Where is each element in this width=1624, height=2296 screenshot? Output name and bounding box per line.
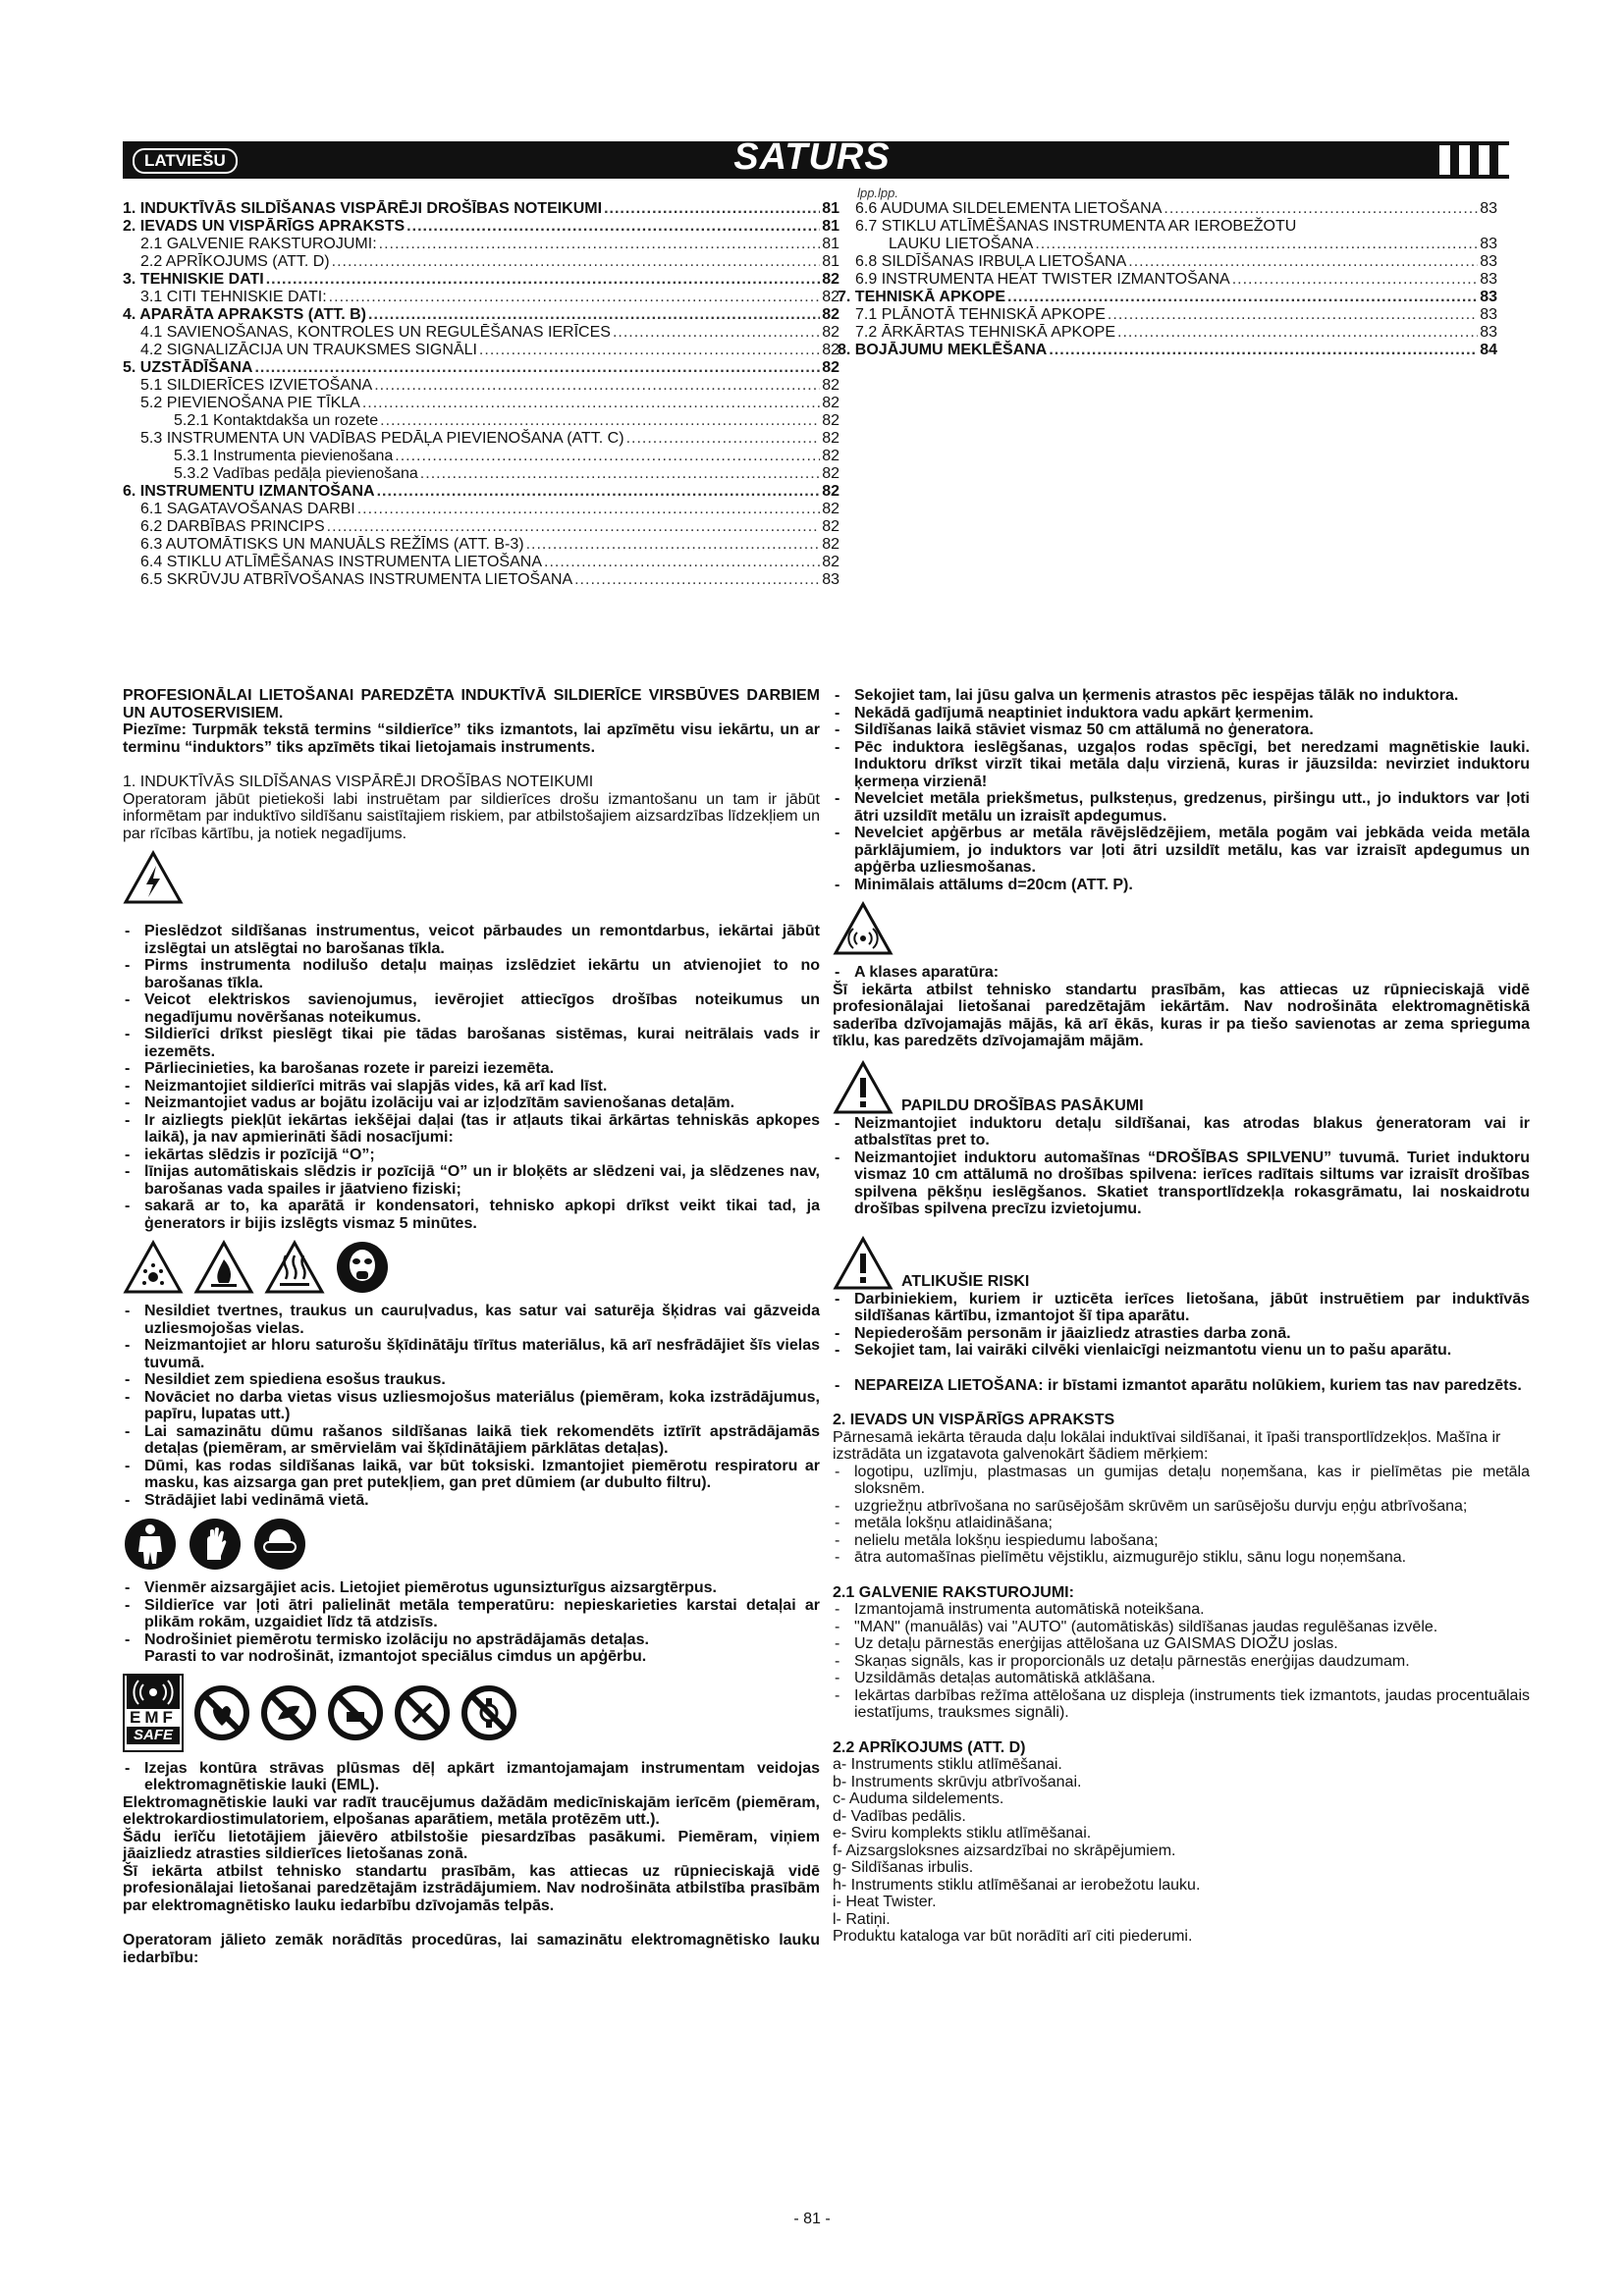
feature-item: - Iekārtas darbības režīma attēlošana uz displeja (instruments tiek izmantots, jaudas procentuālais iestatījums, trauksmes signāli). [833,1687,1530,1722]
purpose-item: - metāla lokšņu atlaidināšana; [833,1515,1530,1532]
toc-entry-title: 2.1 GALVENIE RAKSTUROJUMI: [140,236,377,252]
toc-leader-dots [1232,271,1479,289]
toc-entry-page: 82 [822,342,839,358]
toc-entry-page: 83 [822,571,839,588]
toc-entry-page: 82 [822,412,839,429]
toc-entry-title: 2. IEVADS UN VISPĀRĪGS APRAKSTS [123,218,406,235]
extra-measure-item: - Neizmantojiet induktoru detaļu sildīšanai, kas atrodas blakus ģeneratoram vai ir atbalstītas pret to. [833,1115,1530,1149]
toc-leader-dots [1007,289,1478,306]
safety-item: - Pēc induktora ieslēgšanas, uzgaļos rodas spēcīgi, bet neredzami magnētiskie lauki. Induktoru drīkst virzīt tikai metāla daļu virzienā, kuras ir jāuzsilda: nevirziet induktoru ķermeņa virzienā! [833,739,1530,791]
toc-entry [123,501,839,518]
safety-item: - Minimālais attālums d=20cm (ATT. P). [833,877,1530,894]
equipment-item: e- Sviru komplekts stiklu atlīmēšanai. [833,1825,1092,1842]
toc-leader-dots [266,271,820,289]
purpose-item: - nelielu metāla lokšņu iespiedumu labošana; [833,1532,1530,1550]
intro-note: Piezīme: Turpmāk tekstā termins “sildierīce” tiks izmantots, lai apzīmētu visu iekārtu, un ar terminu “induktors” tiks apzīmēts tikai lietojamais instruments. [123,721,820,756]
safety-item: - Nevelciet apģērbus ar metāla rāvējslēdzējiem, metāla pogām vai jebkāda veida metāla pārklājumiem, jo induktors var ļoti ātri uzsildīt metālu, kas var izraisīt apdegumus un apģērba uzliesmošanas. [833,825,1530,877]
safe-label: SAFE [127,1727,180,1744]
toc-entry-page: 81 [822,200,839,217]
toc-left-column [123,186,898,589]
toc-leader-dots [379,236,821,253]
toc-entry [123,218,839,236]
no-watch-icon [460,1684,517,1741]
toc-entry-page: 82 [822,271,839,288]
extra-measures-list [833,1115,1530,1218]
respirator-mask-icon [335,1240,390,1295]
right-column [833,687,1530,1946]
safety-item: - Sekojiet tam, lai jūsu galva un ķermenis atrastos pēc iespējas tālāk no induktora. [833,687,1530,705]
toc-entry [838,342,1497,359]
gloves-note: Parasti to var nodrošināt, izmantojot speciālus cimdus un apģērbu. [144,1648,647,1665]
safety-item: - Nevelciet metāla priekšmetus, pulksteņus, gredzenus, piršingu utt., jo induktors var ļoti ātri uzsildīt metālu un izraisīt apdegumus. [833,790,1530,825]
equipment-item: a- Instruments stiklu atlīmēšanai. [833,1756,1062,1773]
hazard-icons [123,1240,820,1295]
safety-item: - Sildierīci drīkst pieslēgt tikai pie tādas barošanas sistēmas, kurai neitrālais vads ir iezemēts. [123,1026,820,1060]
protective-suit-icon [123,1517,178,1572]
emf-warning-icons [833,901,1530,956]
toc-leader-dots [479,342,820,359]
toc-entry-page: 82 [822,554,839,570]
toc-leader-dots [406,218,820,236]
toc-entry-title: 5. UZSTĀDĪŠANA [123,359,253,376]
prohibition-icons [123,1674,820,1752]
electric-shock-warning-icon [123,850,184,905]
misuse-item: - NEPAREIZA LIETOŠANA: ir bīstami izmantot aparātu nolūkiem, kuriem tas nav paredzēts. [833,1377,1530,1395]
safety-item: - Strādājiet labi vedināmā vietā. [123,1492,820,1510]
toc-entry-title: 1. INDUKTĪVĀS SILDĪŠANAS VISPĀRĒJI DROŠĪBAS NOTEIKUMI [123,200,603,217]
section-2-2-note: Produktu kataloga var būt norādīti arī citi piederumi. [833,1928,1193,1945]
safety-item: - līnijas automātiskais slēdzis ir pozīcijā “O” un ir bloķēts ar slēdzeni vai, ja slēdzenes nav, barošanas vada spailes ir jāatvieno fiziski; [123,1163,820,1198]
safety-item: - iekārtas slēdzis ir pozīcijā “O”; [123,1147,820,1164]
safety-item: - Nodrošiniet piemērotu termisko izolāciju no apstrādājamās detaļas. [123,1631,820,1649]
toc-leader-dots [574,571,820,589]
purpose-item: - ātra automašīnas pielīmētu vējstiklu, aizmugurējo stiklu, sānu logu noņemšana. [833,1549,1530,1567]
safety-item: - Nesildiet tvertnes, traukus un cauruļvadus, kas satur vai saturēja šķidras vai gāzveida uzliesmojošas vielas. [123,1303,820,1337]
toc-entry [838,306,1497,324]
toc-entry [123,536,839,554]
equipment-item: l- Ratiņi. [833,1910,891,1928]
toc-entry [123,271,839,289]
purpose-item: - logotipu, uzlīmju, plastmasas un gumijas detaļu noņemšana, kas ir pielīmētas pie metāla sloksnēm. [833,1464,1530,1498]
no-tools-icon [394,1684,451,1741]
section-2-2-list [833,1756,1530,1928]
safety-item: - Pārliecinieties, ka barošanas rozete ir pareizi iezemēta. [123,1060,820,1078]
feature-item: - Uzsildāmās detaļas automātiskā atklāšana. [833,1670,1530,1687]
page-number: - 81 - [793,2211,831,2227]
general-warning-icon [833,1060,893,1115]
toc-entry-page: 83 [1480,289,1497,305]
safety-item: - Neizmantojiet sildierīci mitrās vai slapjās vides, kā arī kad līst. [123,1078,820,1095]
toc-entry [123,289,839,306]
toc-entry [123,200,839,218]
toc-entry-title: 4. APARĀTA APRAKSTS (ATT. B) [123,306,366,323]
equipment-item: f- Aizsargsloksnes aizsardzībai no skrāpējumiem. [833,1842,1176,1859]
class-a-text: Šī iekārta atbilst tehnisko standartu prasībām, kas attiecas uz rūpnieciskajā vidē profesionālajai lietošanai paredzētajām iekārtām. Nav nodrošināta elektromagnētiskā saderība dzīvojamajās mājās, kā arī ēkās, kuras ir pa tiešo savienotas ar zema sprieguma tīklu, kas paredzēts dzīvojamajām mājām. [833,981,1530,1049]
toc-entry-page: 83 [1480,236,1497,252]
toc-entry-page: 81 [822,236,839,252]
safety-item: - Novāciet no darba vietas visus uzliesmojošus materiālus (piemēram, koka izstrādājumus, papīru, lupatas utt.) [123,1389,820,1423]
toc-entry-title: 5.3.1 Instrumenta pievienošana [174,448,394,464]
section-1-text: Operatoram jābūt pietiekoši labi instruētam par sildierīces drošu izmantošanu un tam ir jābūt informētam par induktīvo sildīšanu saistītajiem riskiem, par atbilstošajiem aizsardzības līdzekļiem un par rīcības kārtību, ja notiek negadījums. [123,790,820,842]
safety-item: - sakarā ar to, ka aparātā ir kondensatori, tehnisko apkopi drīkst veikt tikai tad, ja ģenerators ir bijis izslēgts vismaz 5 minūtes. [123,1198,820,1232]
extra-measure-item: - Neizmantojiet induktoru automašīnas “DROŠĪBAS SPILVENU” tuvumā. Turiet induktoru vismaz 10 cm attālumā no drošības spilvena: ierīces radītais siltums var izraisīt drošības spilvena pēkšņu ieslēgšanos. Skatiet transportlīdzekļa rokasgrāmatu, lai noskaidrotu drošības spilvena precīzu izvietojumu. [833,1149,1530,1218]
toc-entry-page: 84 [1480,342,1497,358]
toc-entry [838,200,1497,218]
feature-item: - Uz detaļu pārnestās enerģijas attēlošana uz GAISMAS DIOŽU joslas. [833,1635,1530,1653]
toc-entry [123,359,839,377]
toc-entry [123,377,839,395]
toc-entry [838,253,1497,271]
toc-entry-title: 6.8 SILDĪŠANAS IRBUĻA LIETOŠANA [855,253,1127,270]
toc-entry [838,324,1497,342]
emf-text-2: Elektromagnētiskie lauki var radīt traucējumus dažādām medicīniskajām ierīcēm (piemēram, elektrokardiostimulatoriem, elpošanas aparātiem, metāla protēzēm utt.). [123,1793,820,1828]
no-pacemaker-icon [193,1684,250,1741]
feature-item: - Izmantojamā instrumenta automātiskā noteikšana. [833,1601,1530,1619]
toc-leader-dots [368,306,820,324]
equipment-item: g- Sildīšanas irbulis. [833,1859,974,1876]
safety-item: - Pirms instrumenta nodilušo detaļu maiņas izslēdziet iekārtu un atvienojiet to no barošanas tīkla. [123,957,820,991]
toc-entry-title: 8. BOJĀJUMU MEKLĒŠANA [838,342,1048,358]
safety-item: - Pieslēdzot sildīšanas instrumentus, veicot pārbaudes un remontdarbus, iekārtai jābūt izslēgtai un atslēgtai no barošanas tīkla. [123,923,820,957]
equipment-item: c- Auduma sildelements. [833,1790,1004,1807]
toc-entry-page: 83 [1480,324,1497,341]
toc-entry-title: 6.7 STIKLU ATLĪMĒŠANAS INSTRUMENTA AR IEROBEŽOTU [855,218,1297,235]
section-2-text: Pārnesamā iekārta tērauda daļu lokālai induktīvai sildīšanai, it īpaši transportlīdzekļos. Mašīna ir izstrādāta un izgatavota galvenokārt šādiem mērķiem: [833,1428,1501,1463]
toc-entry [123,253,839,271]
toc-entry-title: 4.2 SIGNALIZĀCIJA UN TRAUKSMES SIGNĀLI [140,342,477,358]
toc-entry [123,236,839,253]
toc-leader-dots [1164,200,1478,218]
electric-warning-icons [123,850,820,905]
toc-entry-title: 5.1 SILDIERĪCES IZVIETOŠANA [140,377,373,394]
residual-risks-list [833,1291,1530,1360]
emf-label: EMF [130,1707,177,1727]
toc-entry-page: 82 [822,359,839,376]
toc-entry [123,412,839,430]
toc-entry-page: 83 [1480,271,1497,288]
section-2-1-list [833,1601,1530,1722]
toc-entry [123,465,839,483]
toc-entry-title: 7.1 PLĀNOTĀ TEHNISKĀ APKOPE [855,306,1106,323]
toc-leader-dots [1049,342,1478,359]
toc-entry-title: 5.3.2 Vadības pedāļa pievienošana [174,465,418,482]
toc-right-column [838,200,1497,359]
fire-hazard-icon [193,1240,254,1295]
right-safety-list-1 [833,687,1530,893]
safety-item: - Sildīšanas laikā stāviet vismaz 50 cm attālumā no ģeneratora. [833,721,1530,739]
toc-entry-title: 6.6 AUDUMA SILDELEMENTA LIETOŠANA [855,200,1163,217]
toc-entry-title: 6.5 SKRŪVJU ATBRĪVOŠANAS INSTRUMENTA LIETOŠANA [140,571,573,588]
toc-entry-title: 6.2 DARBĪBAS PRINCIPS [140,518,325,535]
class-a-title: - A klases aparatūra: [833,964,1530,982]
no-implant-icon [260,1684,317,1741]
toc-entry-title: 6.1 SAGATAVOŠANAS DARBI [140,501,355,517]
toc-leader-dots [380,412,820,430]
safety-item: - Vienmēr aizsargājiet acis. Lietojiet piemērotus ugunsizturīgus aizsargtērpus. [123,1579,820,1597]
section-1-title: 1. INDUKTĪVĀS SILDĪŠANAS VISPĀRĒJI DROŠĪBAS NOTEIKUMI [123,774,594,790]
extra-measures-heading [833,1060,1530,1115]
residual-risk-item: - Sekojiet tam, lai vairāki cilvēki vienlaicīgi neizmantotu vienu un to pašu aparātu. [833,1342,1530,1360]
toc-entry-page: 82 [822,518,839,535]
equipment-item: b- Instruments skrūvju atbrīvošanai. [833,1773,1082,1790]
no-metal-objects-icon [327,1684,384,1741]
safety-item: - Dūmi, kas rodas sildīšanas laikā, var būt toksiski. Izmantojiet piemērotu respiratoru ar masku, kas aizsarga gan pret putekļiem, gan pret dūmiem (ar dubulto filtru). [123,1458,820,1492]
toc-entry-page: 82 [822,448,839,464]
equipment-item: d- Vadības pedālis. [833,1807,966,1825]
residual-risk-item: - Nepiederošām personām ir jāaizliedz atrasties darba zonā. [833,1325,1530,1343]
toc-entry-title: 5.3 INSTRUMENTA UN VADĪBAS PEDĀĻA PIEVIENOŠANA (ATT. C) [140,430,624,447]
toc-entry-title: 5.2.1 Kontaktdakša un rozete [174,412,379,429]
toc-entry [838,218,1497,236]
toc-entry [123,554,839,571]
toc-leader-dots [395,448,820,465]
safety-item: - Neizmantojiet ar hloru saturošu šķīdinātāju tīrītus materiālus, kā arī nesfrādājiet šīs vielas tuvumā. [123,1337,820,1371]
toc-entry-page: 82 [822,501,839,517]
toc-leader-dots [374,377,820,395]
safety-item: - Neizmantojiet vadus ar bojātu izolāciju vai ar izļodzītām savienošanas detaļām. [123,1095,820,1112]
residual-risks-title: ATLIKUŠIE RISKI [901,1273,1030,1290]
toc-leader-dots [1035,236,1478,253]
protective-gloves-icon [188,1517,243,1572]
residual-risk-item: - Darbiniekiem, kuriem ir uzticēta ierīces lietošana, jābūt instruētiem par induktīvās sildīšanas kārtību, izmantojot šī tipa aparātu. [833,1291,1530,1325]
toc-leader-dots [1117,324,1478,342]
toc-entry-page: 82 [822,430,839,447]
toc-page-label: lpp.lpp. [857,186,898,200]
toc-leader-dots [329,289,821,306]
toc-entry-title: 2.2 APRĪKOJUMS (ATT. D) [140,253,330,270]
section-2-list [833,1464,1530,1567]
section-2-1-title: 2.1 GALVENIE RAKSTUROJUMI: [833,1583,1074,1601]
toc-entry [838,289,1497,306]
residual-risks-heading [833,1236,1530,1291]
emf-text-4: Šī iekārta atbilst tehnisko standartu prasībām, kas attiecas uz rūpnieciskajā vidē profesionālajai lietošanai paredzētajām izstrādājumiem. Nav nodrošināta atbilstība prasībām par elektromagnētisko lauku iedarbību dzīvojamās telpās. [123,1862,820,1914]
page-title: SATURS [733,136,891,178]
section-2-title: 2. IEVADS UN VISPĀRĪGS APRAKSTS [833,1412,1115,1428]
toc-entry [123,306,839,324]
toc-entry [123,448,839,465]
toc-entry-page: 83 [1480,306,1497,323]
toc-entry-page: 83 [1480,200,1497,217]
emf-radiation-icon [127,1676,180,1709]
toc-leader-dots [1108,306,1478,324]
toc-entry-title: 6.4 STIKLU ATLĪMĒŠANAS INSTRUMENTA LIETOŠANA [140,554,542,570]
toc-entry [123,395,839,412]
equipment-item: h- Instruments stiklu atlīmēšanai ar ierobežotu lauku. [833,1876,1201,1894]
toc-entry-page: 82 [822,324,839,341]
toc-entry [123,430,839,448]
class-a-list [833,964,1530,982]
toc-entry-title: LAUKU LIETOŠANA [889,236,1034,252]
safety-item: - Ir aizliegts piekļūt iekārtas iekšējai daļai (tas ir atļauts tikai ārkārtas tehniskās apkopes laikā), ja nav apmierināti šādi nosacījumi: [123,1112,820,1147]
toc-entry-page: 81 [822,218,839,235]
toc-entry-page: 82 [822,289,839,305]
toc-entry-page: 82 [822,395,839,411]
toc-leader-dots [327,518,821,536]
safety-item: - Nekādā gadījumā neaptiniet induktora vadu apkārt ķermenim. [833,705,1530,722]
emf-item: - Izejas kontūra strāvas plūsmas dēļ apkārt izmantojamajam instrumentam veidojas elektromagnētiskie lauki (EML). [123,1760,820,1794]
toc-entry-page: 82 [822,306,839,323]
toc-leader-dots [377,483,821,501]
toc-leader-dots [332,253,821,271]
misuse-list [833,1377,1530,1395]
toc-leader-dots [613,324,820,342]
toc-entry-title: 5.2 PIEVIENOŠANA PIE TĪKLA [140,395,360,411]
header-bars-decoration [1431,145,1509,175]
toc-entry-page: 83 [1480,253,1497,270]
toc-entry [123,324,839,342]
toc-entry-title: 3.1 CITI TEHNISKIE DATI: [140,289,327,305]
left-safety-list-1 [123,923,820,1232]
toc-leader-dots [420,465,820,483]
section-2-2-title: 2.2 APRĪKOJUMS (ATT. D) [833,1738,1026,1756]
toc-entry-title: 6. INSTRUMENTU IZMANTOŠANA [123,483,375,500]
purpose-item: - uzgriežņu atbrīvošana no sarūsējošām skrūvēm un sarūsējošu durvju eņģu atbrīvošana; [833,1498,1530,1516]
general-warning-icon [833,1236,893,1291]
left-safety-list-2 [123,1303,820,1509]
toc-entry-page: 82 [822,465,839,482]
left-safety-list-3 [123,1579,820,1648]
safety-item: - Nesildiet zem spiediena esošus traukus. [123,1371,820,1389]
toc-entry-title: 7.2 ĀRKĀRTAS TEHNISKĀ APKOPE [855,324,1115,341]
toc-entry-title: 6.9 INSTRUMENTA HEAT TWISTER IZMANTOŠANA [855,271,1230,288]
emf-list [123,1760,820,1794]
toc-entry-title: 6.3 AUTOMĀTISKS UN MANUĀLS REŽĪMS (ATT. B-3) [140,536,524,553]
toc-entry [838,271,1497,289]
toc-entry-title: 7. TEHNISKĀ APKOPE [838,289,1005,305]
toc-entry [123,483,839,501]
emf-text-5: Operatoram jālieto zemāk norādītās procedūras, lai samazinātu elektromagnētisko lauku iedarbību: [123,1932,820,1966]
hot-surface-icon [264,1240,325,1295]
toc-leader-dots [254,359,820,377]
safety-item: - Veicot elektriskos savienojumus, ievērojiet attiecīgos drošības noteikumus un negadījumu novēršanas noteikumus. [123,991,820,1026]
safety-item: - Sildierīce var ļoti ātri palielināt metāla temperatūru: nepieskarieties karstai detaļai ar plikām rokām, uzgaidiet līdz tā atdzisīs. [123,1597,820,1631]
equipment-item: i- Heat Twister. [833,1894,937,1910]
toc-leader-dots [526,536,821,554]
magnetic-field-warning-icon [833,901,893,956]
safety-goggles-icon [252,1517,307,1572]
toc-entry [123,342,839,359]
safety-item: - Lai samazinātu dūmu rašanos sildīšanas laikā tiek rekomendēts iztīrīt apstrādājamās detaļas (piemēram, ar smērvielām vai šķīdinātājiem pārklātas detaļas). [123,1423,820,1458]
toc-entry-page: 82 [822,483,839,500]
feature-item: - "MAN" (manuālās) vai "AUTO" (automātiskās) sildīšanas jaudas regulēšanas izvēle. [833,1619,1530,1636]
toc-leader-dots [357,501,820,518]
emf-safe-badge [123,1674,184,1752]
left-column [123,687,820,1966]
emf-text-3: Šādu ierīču lietotājiem jāievēro atbilstošie piesardzības pasākumi. Piemēram, viņiem jāaizliedz atrasties sildierīces lietošanas zonā. [123,1828,820,1862]
extra-measures-title: PAPILDU DROŠĪBAS PASĀKUMI [901,1097,1144,1114]
feature-item: - Skaņas signāls, kas ir proporcionāls uz detaļu pārnestās enerģijas daudzumam. [833,1653,1530,1671]
intro-title: PROFESIONĀLAI LIETOŠANAI PAREDZĒTA INDUKTĪVĀ SILDIERĪCE VIRSBŪVES DARBIEM UN AUTOSERVISIEM. [123,687,820,721]
toc-entry-title: 3. TEHNISKIE DATI [123,271,264,288]
toc-leader-dots [362,395,820,412]
toc-entry-page: 82 [822,536,839,553]
toc-entry-page: 82 [822,377,839,394]
toc-leader-dots [1128,253,1478,271]
toc-entry [123,518,839,536]
toc-entry-page: 81 [822,253,839,270]
toc-leader-dots [626,430,821,448]
toc-leader-dots [604,200,820,218]
toc-entry [123,571,839,589]
toc-entry [838,236,1497,253]
explosion-hazard-icon [123,1240,184,1295]
language-badge: LATVIEŠU [133,148,238,174]
toc-entry-title: 4.1 SAVIENOŠANAS, KONTROLES UN REGULĒŠANAS IERĪCES [140,324,611,341]
protection-icons [123,1517,820,1572]
toc-leader-dots [544,554,820,571]
